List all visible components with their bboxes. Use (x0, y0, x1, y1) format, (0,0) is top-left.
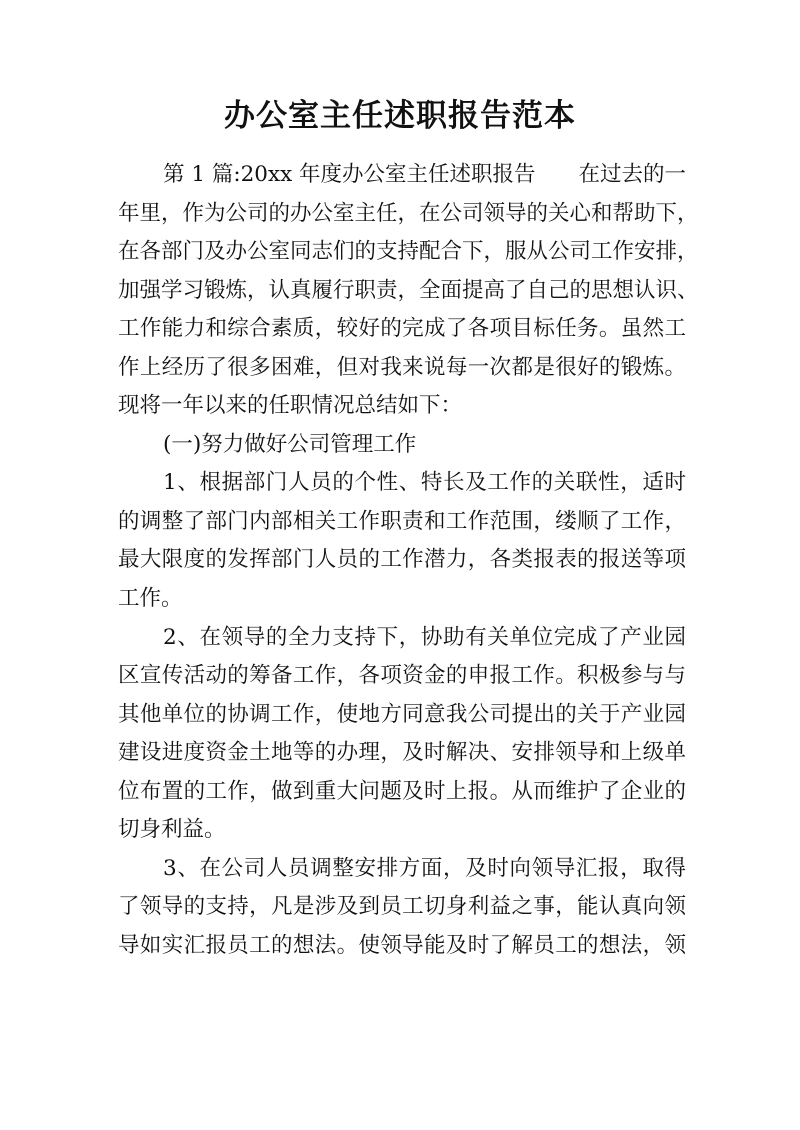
text-line: 3、在公司人员调整安排方面，及时向领导汇报，取得 (163, 855, 686, 881)
text-line: 工作。 (118, 586, 183, 612)
document-title: 办公室主任述职报告范本 (224, 98, 576, 134)
text-line: 第 1 篇:20xx 年度办公室主任述职报告 在过去的一 (163, 162, 687, 187)
text-line: 年里，作为公司的办公室主任，在公司领导的关心和帮助下， (118, 200, 699, 226)
text-line: 其他单位的协调工作，使地方同意我公司提出的关于产业园 (118, 701, 686, 727)
text-line: 在各部门及办公室同志们的支持配合下，服从公司工作安排， (118, 239, 699, 265)
text-line: 区宣传活动的筹备工作，各项资金的申报工作。积极参与与 (118, 663, 686, 689)
text-line: 现将一年以来的任职情况总结如下： (118, 393, 463, 419)
text-line: 作上经历了很多困难，但对我来说每一次都是很好的锻炼。 (118, 354, 686, 380)
section-heading: (一)努力做好公司管理工作 (163, 431, 417, 457)
document-body (118, 156, 699, 965)
text-line: 最大限度的发挥部门人员的工作潜力，各类报表的报送等项 (118, 547, 686, 573)
text-line: 建设进度资金土地等的办理，及时解决、安排领导和上级单 (118, 740, 686, 766)
text-line: 的调整了部门内部相关工作职责和工作范围，缕顺了工作， (118, 508, 686, 534)
text-line: 工作能力和综合素质，较好的完成了各项目标任务。虽然工 (118, 316, 686, 342)
text-line: 了领导的支持，凡是涉及到员工切身利益之事，能认真向领 (118, 894, 686, 920)
text-line: 加强学习锻炼，认真履行职责，全面提高了自己的思想认识、 (118, 277, 699, 303)
text-line: 1、根据部门人员的个性、特长及工作的关联性，适时 (163, 470, 686, 496)
text-line: 位布置的工作，做到重大问题及时上报。从而维护了企业的 (118, 778, 686, 804)
text-line: 切身利益。 (118, 817, 226, 843)
text-line: 2、在领导的全力支持下，协助有关单位完成了产业园 (163, 624, 686, 650)
text-line: 导如实汇报员工的想法。使领导能及时了解员工的想法，领 (118, 932, 686, 958)
